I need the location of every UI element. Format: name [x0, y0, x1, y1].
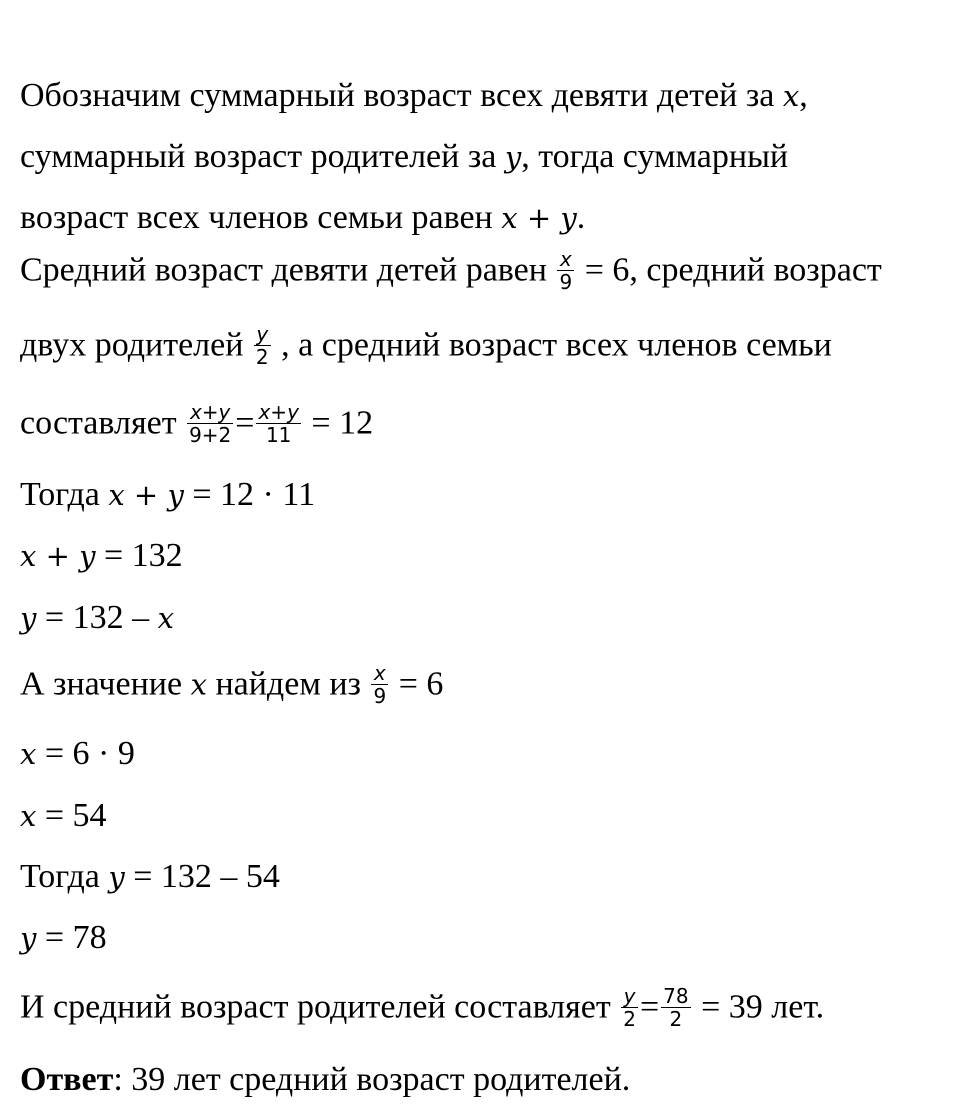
text: = 78 — [36, 919, 107, 956]
line-6 — [20, 400, 374, 448]
fraction-denominator: 2 — [669, 1007, 683, 1031]
line-12 — [20, 796, 107, 836]
fraction-numerator: x+y — [258, 400, 299, 424]
fraction-numerator: y — [254, 323, 271, 346]
text: И средний возраст родителей составляет — [20, 988, 620, 1026]
math-expr: x + y — [20, 539, 96, 573]
fraction-denominator: 2 — [255, 345, 269, 369]
text: , — [799, 77, 808, 114]
line-13 — [20, 857, 280, 897]
text: , тогда суммарный — [521, 138, 789, 175]
math-expr: x + y — [501, 201, 577, 235]
fraction-numerator: 78 — [663, 984, 689, 1008]
fraction — [254, 323, 271, 368]
line-14 — [20, 918, 107, 958]
text: = 12 — [302, 404, 374, 442]
line-8 — [20, 536, 183, 576]
text: Тогда — [20, 858, 109, 895]
equals-sign: = — [235, 404, 255, 442]
fraction-denominator: 9 — [559, 270, 573, 294]
text: = 132 — [95, 537, 183, 574]
text: Средний возраст девяти детей равен — [20, 251, 556, 289]
line-1 — [20, 76, 808, 116]
answer-text: : 39 лет средний возраст родителей. — [113, 1061, 631, 1098]
line-9 — [20, 598, 174, 638]
text: = 39 лет. — [692, 988, 825, 1026]
math-var: y — [108, 860, 125, 894]
text: возраст всех членов семьи равен — [20, 199, 502, 236]
math-var: x — [20, 737, 37, 771]
math-var: x — [782, 79, 800, 113]
text: = 12 · 11 — [183, 476, 316, 513]
fraction-numerator: y — [621, 985, 638, 1008]
text: суммарный возраст родителей за — [20, 138, 505, 175]
fraction-denominator: 2 — [623, 1007, 636, 1031]
text: А значение — [20, 665, 191, 703]
fraction-numerator: x — [557, 248, 574, 271]
text: = 132 – — [36, 599, 158, 636]
math-var: x — [20, 799, 37, 833]
fraction-numerator: x — [371, 662, 388, 685]
answer-label: Ответ — [20, 1061, 114, 1098]
line-4 — [20, 247, 882, 295]
fraction — [371, 662, 388, 707]
text: , а средний возраст всех членов семьи — [272, 326, 832, 364]
line-5 — [20, 322, 832, 370]
math-var: y — [20, 601, 37, 635]
fraction-denominator: 9+2 — [189, 423, 232, 447]
text: составляет — [20, 404, 186, 442]
line-10 — [20, 661, 444, 709]
text: = 6 · 9 — [36, 735, 135, 772]
line-7 — [20, 475, 315, 515]
fraction — [621, 985, 638, 1030]
line-15 — [20, 984, 825, 1032]
text: Обозначим суммарный возраст всех девяти детей за — [20, 77, 783, 114]
answer-line — [20, 1060, 630, 1100]
math-var: x — [157, 601, 174, 635]
fraction — [661, 985, 690, 1030]
math-expr: x + y — [108, 478, 184, 512]
line-3 — [20, 198, 585, 238]
fraction — [256, 401, 300, 446]
text: = 132 – 54 — [124, 858, 280, 895]
text: двух родителей — [20, 326, 252, 364]
math-var: y — [20, 921, 37, 955]
fraction-denominator: 11 — [265, 423, 292, 447]
line-11 — [20, 734, 135, 774]
equals-sign: = — [639, 988, 660, 1026]
text: . — [576, 199, 586, 236]
text: = 6, средний возраст — [576, 251, 882, 289]
fraction — [187, 401, 233, 446]
fraction-numerator: x+y — [187, 401, 233, 424]
text: = 6 — [390, 665, 444, 703]
math-var: x — [190, 667, 207, 702]
text: Тогда — [20, 476, 109, 513]
text: найдем из — [206, 665, 370, 703]
text: = 54 — [36, 797, 107, 834]
fraction — [557, 248, 574, 293]
line-2 — [20, 137, 788, 177]
fraction-denominator: 9 — [373, 684, 387, 708]
math-var: y — [504, 140, 522, 174]
